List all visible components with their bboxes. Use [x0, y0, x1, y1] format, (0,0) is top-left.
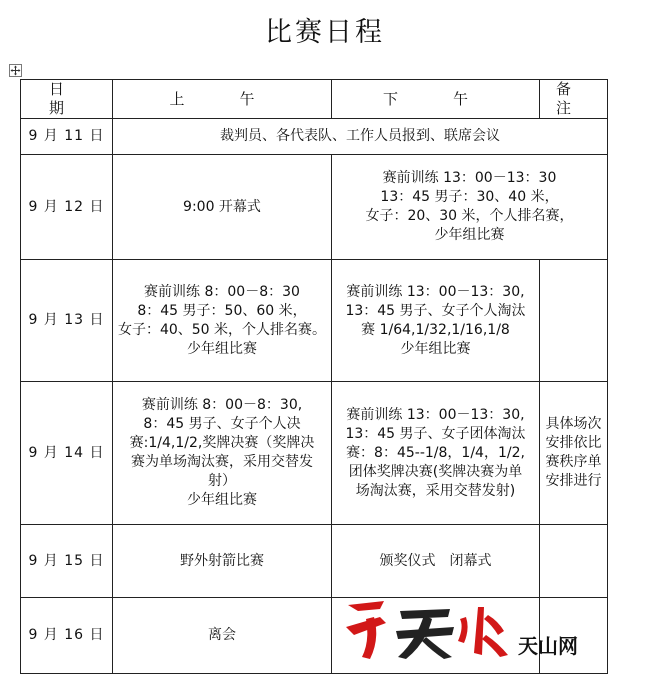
cell-line: 野外射箭比赛: [180, 552, 264, 569]
watermark-text: 天山网: [518, 636, 578, 658]
cell-line: 赛前训练 8：00－8：30: [144, 283, 300, 300]
note-cell: [540, 382, 608, 525]
cell-line: 颁奖仪式 闭幕式: [379, 552, 492, 569]
morning-cell: [113, 155, 332, 260]
cell-line: 女子：40、50 米，个人排名赛。: [117, 321, 327, 338]
cell-line: 具体场次: [545, 416, 602, 432]
cell-line: 少年组比赛: [400, 340, 471, 357]
cell-line: 场淘汰赛，采用交替发射): [355, 482, 516, 499]
cell-line: 少年组比赛: [187, 340, 257, 357]
cell-line: 13：45 男子：30、40 米，: [380, 189, 559, 205]
cell-line: 赛前训练 8：00－8：30,: [141, 397, 303, 413]
cell-line: 射）: [208, 473, 236, 489]
cell-line: 赛秩序单: [545, 454, 602, 470]
cell-line: 赛为单场淘汰赛，采用交替发: [131, 454, 313, 470]
date-cell: 9 月 15 日: [21, 525, 113, 598]
header-date: 日 期: [21, 80, 113, 119]
cell-line: 13：45 男子、女子团体淘汰: [345, 425, 526, 442]
cell-line: 8：45 男子：50、60 米，: [137, 302, 307, 319]
date-cell: 9 月 13 日: [21, 260, 113, 382]
cell-line: 13：45 男子、女子个人淘汰: [345, 302, 526, 319]
morning-cell: [113, 260, 332, 382]
table-row: [21, 260, 608, 382]
afternoon-cell: [332, 382, 540, 525]
date-cell: 9 月 14 日: [21, 382, 113, 525]
cell-line: 赛 1/64,1/32,1/16,1/8: [361, 321, 510, 338]
cell-line: 安排进行: [545, 473, 602, 489]
date-cell: 9 月 11 日: [21, 119, 113, 155]
cell-line: 赛：8：45--1/8，1/4，1/2,: [346, 444, 525, 461]
date-cell: 9 月 16 日: [21, 598, 113, 674]
date-cell: 9 月 12 日: [21, 155, 113, 260]
cell-line: 赛前训练 13：00－13：30,: [346, 283, 525, 300]
cell-line: 赛前训练 13：00－13：30,: [346, 406, 525, 423]
morning-cell: [113, 598, 332, 674]
cell-line: 团体奖牌决赛(奖牌决赛为单: [348, 463, 523, 480]
header-morning: 上 午: [113, 80, 332, 119]
page-title: 比赛日程: [265, 17, 385, 48]
header-row: [21, 80, 608, 119]
afternoon-cell: [332, 155, 608, 260]
morning-cell: [113, 382, 332, 525]
table-row: [21, 119, 608, 155]
cell-line: 赛:1/4,1/2,奖牌决赛（奖牌决: [129, 435, 315, 451]
cell-line: 安排依比: [545, 435, 602, 451]
table-row: [21, 525, 608, 598]
header-note: 备 注: [540, 80, 608, 119]
table-move-handle-icon[interactable]: [9, 64, 22, 77]
cell-line: 少年组比赛: [434, 227, 505, 243]
cell-line: 赛前训练 13：00－13：30: [382, 170, 557, 186]
cell-line: 离会: [208, 627, 236, 643]
merged-cell: 裁判员、各代表队、工作人员报到、联席会议: [113, 119, 608, 155]
note-cell: [540, 260, 608, 382]
header-afternoon: 下 午: [332, 80, 540, 119]
afternoon-cell: [332, 525, 540, 598]
table-row: [21, 155, 608, 260]
cell-line: 9:00 开幕式: [183, 198, 261, 215]
cell-line: 女子：20、30 米，个人排名赛，: [365, 208, 574, 224]
schedule-table: [20, 79, 627, 674]
cell-line: 8：45 男子、女子个人决: [143, 416, 301, 432]
morning-cell: [113, 525, 332, 598]
cell-line: 少年组比赛: [187, 492, 257, 508]
table-row: [21, 382, 608, 525]
note-cell: [540, 525, 608, 598]
afternoon-cell: [332, 260, 540, 382]
